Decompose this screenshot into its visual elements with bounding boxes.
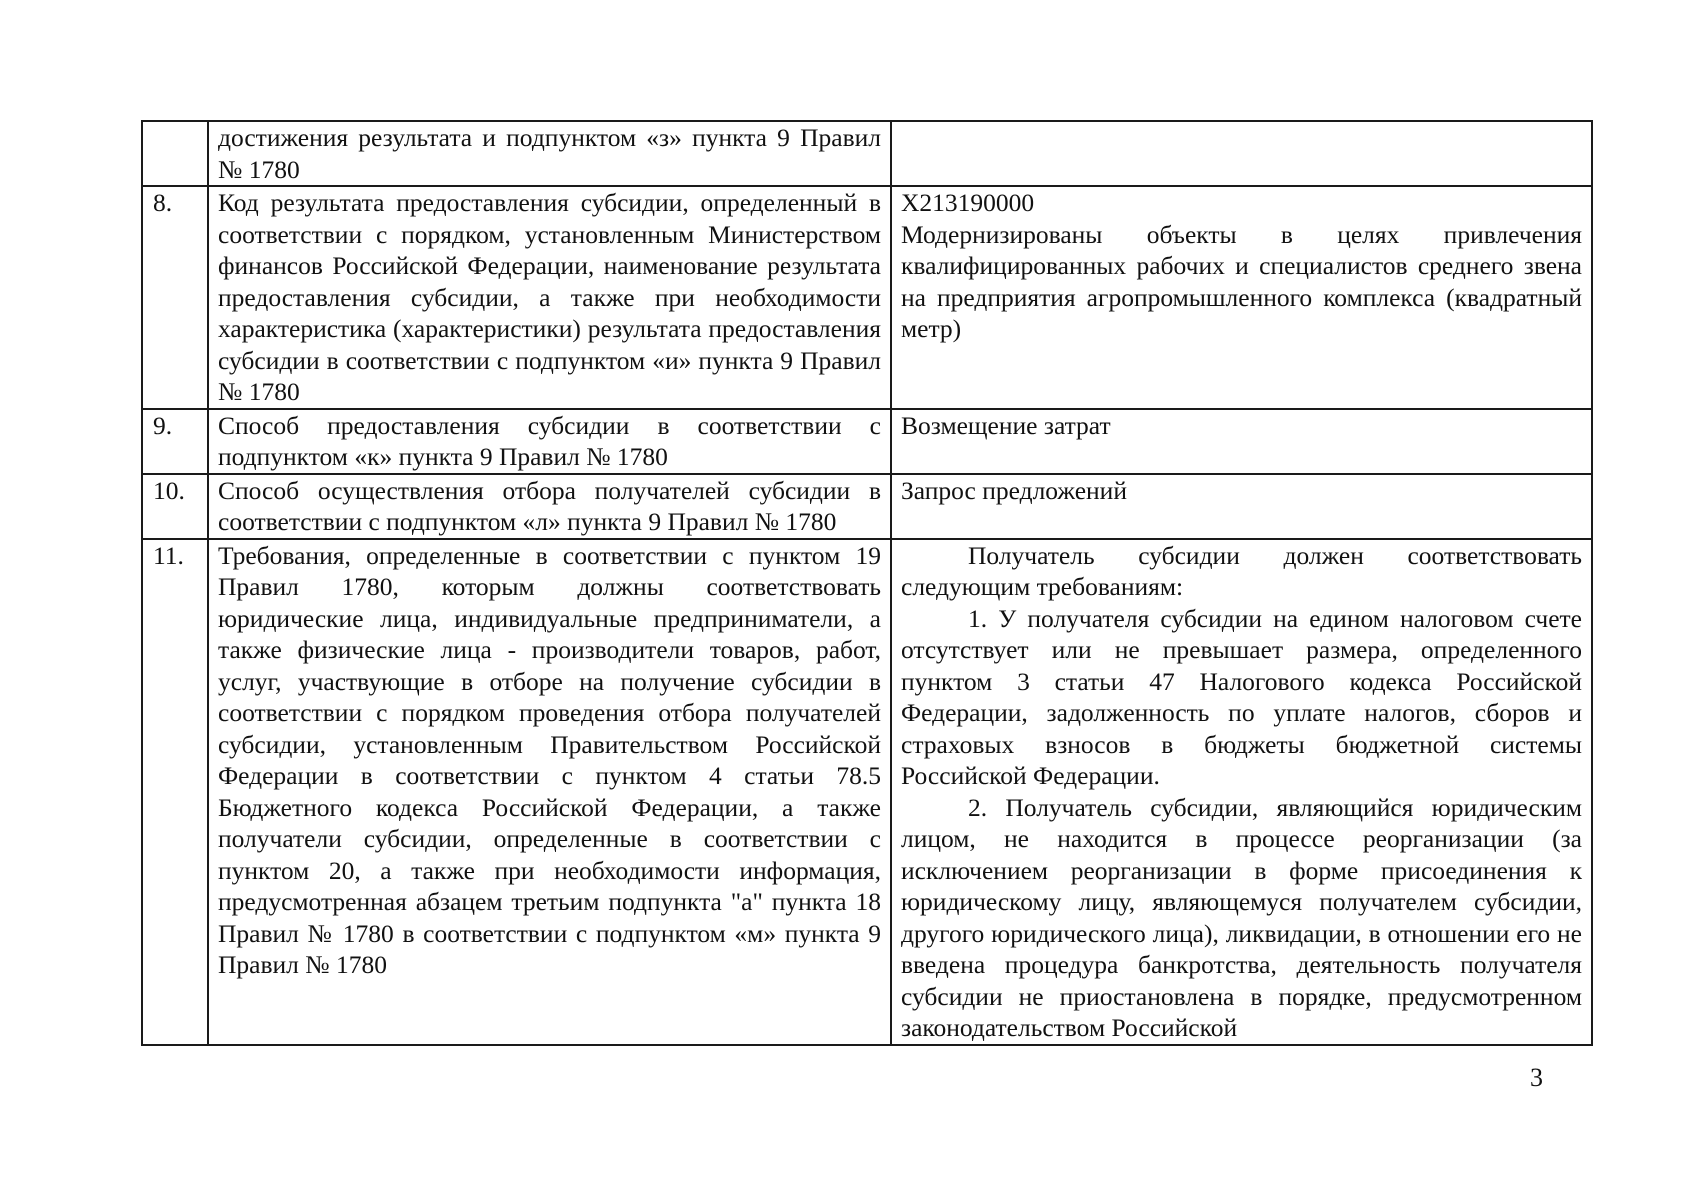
row-value xyxy=(891,409,1592,474)
table-row xyxy=(142,539,1592,1045)
row-description: Способ осуществления отбора получателей субсидии в соответствии с подпунктом «л» пункта 9 Правил № 1780 xyxy=(208,474,891,539)
result-code: Х213190000 xyxy=(901,188,1035,217)
result-name: Модернизированы объекты в целях привлечения квалифицированных рабочих и специалистов среднего звена на предприятия агропромышленного комплекса (квадратный метр) xyxy=(901,219,1582,343)
row-value xyxy=(891,121,1592,186)
row-description: Способ предоставления субсидии в соответствии с подпунктом «к» пункта 9 Правил № 1780 xyxy=(208,409,891,474)
row-number: 8. xyxy=(142,186,208,409)
requirements-intro: Получатель субсидии должен соответствовать следующим требованиям: xyxy=(901,540,1582,601)
table-row xyxy=(142,409,1592,474)
table-row xyxy=(142,474,1592,539)
page-number: 3 xyxy=(1530,1063,1543,1092)
requirement-1: 1. У получателя субсидии на едином налоговом счете отсутствует или не превышает размера, определенного пунктом 3 статьи 47 Налогового кодекса Российской Федерации, задолженность по уплате налогов, сборов и страховых взносов в бюджеты бюджетной системы Российской Федерации. xyxy=(901,603,1582,790)
table-row xyxy=(142,121,1592,186)
subsidy-method: Возмещение затрат xyxy=(901,410,1111,440)
row-value xyxy=(891,539,1592,1045)
requirements-table xyxy=(141,120,1593,1046)
requirement-2: 2. Получатель субсидии, являющийся юридическим лицом, не находится в процессе реорганизации (за исключением реорганизации в форме присоединения к юридическому лицу, являющемуся получателем субсидии, другого юридического лица), ликвидации, в отношении его не введена процедура банкротства, деятельность получателя субсидии не приостановлена в порядке, предусмотренном законодательством Российской xyxy=(901,792,1582,1042)
row-number: 11. xyxy=(142,539,208,1045)
selection-method: Запрос предложений xyxy=(901,475,1127,505)
row-value xyxy=(891,474,1592,539)
row-description: достижения результата и подпунктом «з» пункта 9 Правил № 1780 xyxy=(208,121,891,186)
table-row xyxy=(142,186,1592,409)
row-number xyxy=(142,121,208,186)
row-description: Требования, определенные в соответствии с пунктом 19 Правил 1780, которым должны соответствовать юридические лица, индивидуальные предприниматели, а также физические лица - производители товаров, работ, услуг, участвующие в отборе на получение субсидии в соответствии с порядком проведения отбора получателей субсидии, установленным Правительством Российской Федерации в соответствии с пунктом 4 статьи 78.5 Бюджетного кодекса Российской Федерации, а также получатели субсидии, определенные в соответствии с пунктом 20, а также при необходимости информация, предусмотренная абзацем третьим подпункта "а" пункта 18 Правил № 1780 в соответствии с подпунктом «м» пункта 9 Правил № 1780 xyxy=(208,539,891,1045)
row-number: 10. xyxy=(142,474,208,539)
row-value xyxy=(891,186,1592,409)
row-description: Код результата предоставления субсидии, определенный в соответствии с порядком, установленным Министерством финансов Российской Федерации, наименование результата предоставления субсидии, а также при необходимости характеристика (характеристики) результата предоставления субсидии в соответствии с подпунктом «и» пункта 9 Правил № 1780 xyxy=(208,186,891,409)
row-number: 9. xyxy=(142,409,208,474)
